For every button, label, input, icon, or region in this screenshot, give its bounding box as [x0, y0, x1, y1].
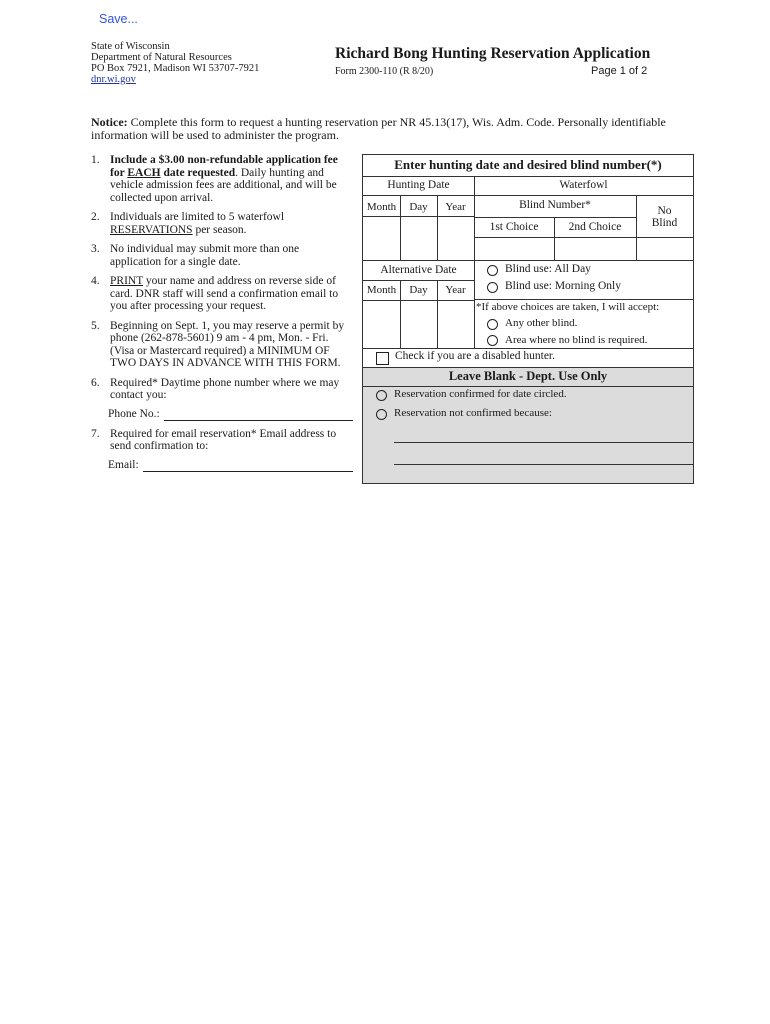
- blind-number-label: Blind Number*: [519, 199, 591, 211]
- instruction-item: [91, 211, 353, 236]
- no-blind-label-line: Blind: [651, 217, 678, 229]
- second-choice-input[interactable]: [557, 240, 638, 260]
- notice-label: Notice:: [91, 115, 128, 129]
- first-choice-input[interactable]: [477, 240, 556, 260]
- disabled-hunter-checkbox[interactable]: [376, 352, 389, 365]
- divider: [474, 217, 636, 218]
- alt-day-label: Day: [409, 284, 428, 296]
- no-blind-area-label: Area where no blind is required.: [505, 334, 648, 346]
- instruction-item: [91, 275, 353, 313]
- instruction-text: No individual may submit more than one application for a single date.: [110, 243, 300, 268]
- no-blind-area-radio[interactable]: [487, 335, 498, 346]
- alt-year-input[interactable]: [439, 303, 476, 348]
- any-blind-label: Any other blind.: [505, 317, 578, 329]
- day-label: Day: [409, 201, 428, 213]
- divider: [363, 176, 693, 177]
- form-number: Form 2300-110 (R 8/20): [335, 66, 434, 77]
- instruction-item: [91, 320, 353, 370]
- reservation-not-confirmed-radio[interactable]: [376, 409, 387, 420]
- divider: [363, 367, 693, 368]
- instruction-text-part: EACH: [127, 166, 161, 179]
- reservation-heading: Enter hunting date and desired blind number(*): [394, 157, 662, 172]
- instruction-number: 5.: [91, 319, 100, 332]
- waterfowl-label: Waterfowl: [559, 179, 608, 191]
- agency-department: Department of Natural Resources: [91, 52, 232, 63]
- instruction-number: 4.: [91, 275, 100, 287]
- agency-po-box: PO Box 7921, Madison WI 53707-7921: [91, 63, 260, 74]
- instruction-text-part: RESERVATIONS: [110, 223, 193, 236]
- alt-month-input[interactable]: [365, 303, 402, 348]
- divider: [363, 348, 693, 349]
- instruction-text-part: per season.: [192, 223, 247, 236]
- notice-body: Complete this form to request a hunting reservation per NR 45.13(17), Wis. Adm. Code. Personally identifiable information will be used to administer the program.: [91, 115, 666, 142]
- page-indicator: Page 1 of 2: [591, 65, 648, 77]
- blind-morning-label: Blind use: Morning Only: [505, 280, 621, 292]
- hunting-month-input[interactable]: [365, 219, 402, 259]
- agency-state: State of Wisconsin: [91, 41, 170, 52]
- no-blind-input[interactable]: [639, 240, 695, 260]
- divider: [363, 300, 474, 301]
- second-choice-label: 2nd Choice: [568, 221, 622, 233]
- instruction-number: 7.: [91, 427, 100, 440]
- blind-all-day-label: Blind use: All Day: [505, 263, 591, 275]
- notice-text: [91, 116, 711, 141]
- reservation-box: [362, 154, 694, 484]
- instruction-text-part: Include a $3.00 non-refundable application fee for: [110, 154, 338, 179]
- email-input[interactable]: [143, 457, 353, 472]
- divider: [474, 237, 693, 238]
- divider: [363, 260, 693, 261]
- instruction-text: Beginning on Sept. 1, you may reserve a permit by phone (262-878-5601) 9 am - 4 pm, Mon. - Fri. (Visa or Mastercard required) a MINIMUM OF TWO DAYS IN ADVANCE WITH THIS FORM.: [110, 319, 345, 369]
- instruction-item: [91, 154, 353, 204]
- dept-use-area: [363, 367, 693, 483]
- instruction-number: 3.: [91, 243, 100, 255]
- no-blind-label: [636, 205, 693, 229]
- alt-month-label: Month: [366, 284, 397, 296]
- instruction-number: 1.: [91, 154, 100, 166]
- instruction-text: Required for email reservation* Email address to send confirmation to:: [110, 427, 337, 452]
- instruction-item: [91, 428, 353, 453]
- year-label: Year: [445, 201, 466, 213]
- email-field-row: [108, 457, 353, 472]
- instruction-text: [110, 154, 353, 204]
- reason-line[interactable]: [394, 464, 693, 465]
- alt-day-input[interactable]: [402, 303, 439, 348]
- instruction-text-part: date requested: [160, 166, 236, 179]
- instruction-text: [110, 211, 353, 236]
- alternative-date-label: Alternative Date: [380, 264, 457, 276]
- reservation-confirmed-radio[interactable]: [376, 390, 387, 401]
- reason-line[interactable]: [394, 442, 693, 443]
- month-label: Month: [366, 201, 397, 213]
- instruction-text: [110, 275, 353, 313]
- instruction-item: [91, 377, 353, 402]
- instruction-item: [91, 243, 353, 268]
- email-label: Email:: [108, 459, 139, 471]
- save-link[interactable]: Save...: [99, 12, 138, 26]
- phone-field-row: [108, 406, 353, 421]
- agency-address: [91, 41, 259, 85]
- instruction-number: 2.: [91, 211, 100, 223]
- form-title: Richard Bong Hunting Reservation Application: [335, 45, 651, 62]
- alt-year-label: Year: [445, 284, 466, 296]
- instructions-list: [91, 154, 353, 472]
- blind-all-day-radio[interactable]: [487, 265, 498, 276]
- divider: [363, 195, 693, 196]
- divider: [363, 216, 474, 217]
- instruction-text: Required* Daytime phone number where we may contact you:: [110, 376, 340, 401]
- divider: [363, 280, 474, 281]
- hunting-date-label: Hunting Date: [387, 179, 450, 191]
- instruction-text-part: Individuals are limited to 5 waterfowl: [110, 211, 285, 223]
- phone-label: Phone No.:: [108, 408, 160, 420]
- if-taken-label: *If above choices are taken, I will accept:: [476, 301, 660, 313]
- dept-use-heading: Leave Blank - Dept. Use Only: [448, 369, 608, 383]
- hunting-year-input[interactable]: [439, 219, 476, 259]
- divider: [474, 299, 693, 300]
- any-blind-radio[interactable]: [487, 319, 498, 330]
- first-choice-label: 1st Choice: [489, 221, 539, 233]
- agency-website-link[interactable]: dnr.wi.gov: [91, 74, 136, 85]
- phone-input[interactable]: [164, 406, 353, 421]
- reservation-not-confirmed-label: Reservation not confirmed because:: [394, 407, 552, 419]
- instruction-text-part: your name and address on reverse side of card. DNR staff will send a confirmation email to you after processing your request.: [110, 275, 339, 312]
- instruction-text-part: . Daily hunting and vehicle admission fees are additional, and will be collected upon arrival.: [110, 166, 337, 204]
- reservation-confirmed-label: Reservation confirmed for date circled.: [394, 388, 567, 400]
- instruction-text-part: PRINT: [110, 275, 144, 287]
- instruction-number: 6.: [91, 376, 100, 389]
- hunting-day-input[interactable]: [402, 219, 439, 259]
- divider: [363, 386, 693, 387]
- blind-morning-radio[interactable]: [487, 282, 498, 293]
- no-blind-label-line: No: [657, 205, 672, 217]
- disabled-hunter-label: Check if you are a disabled hunter.: [395, 350, 555, 362]
